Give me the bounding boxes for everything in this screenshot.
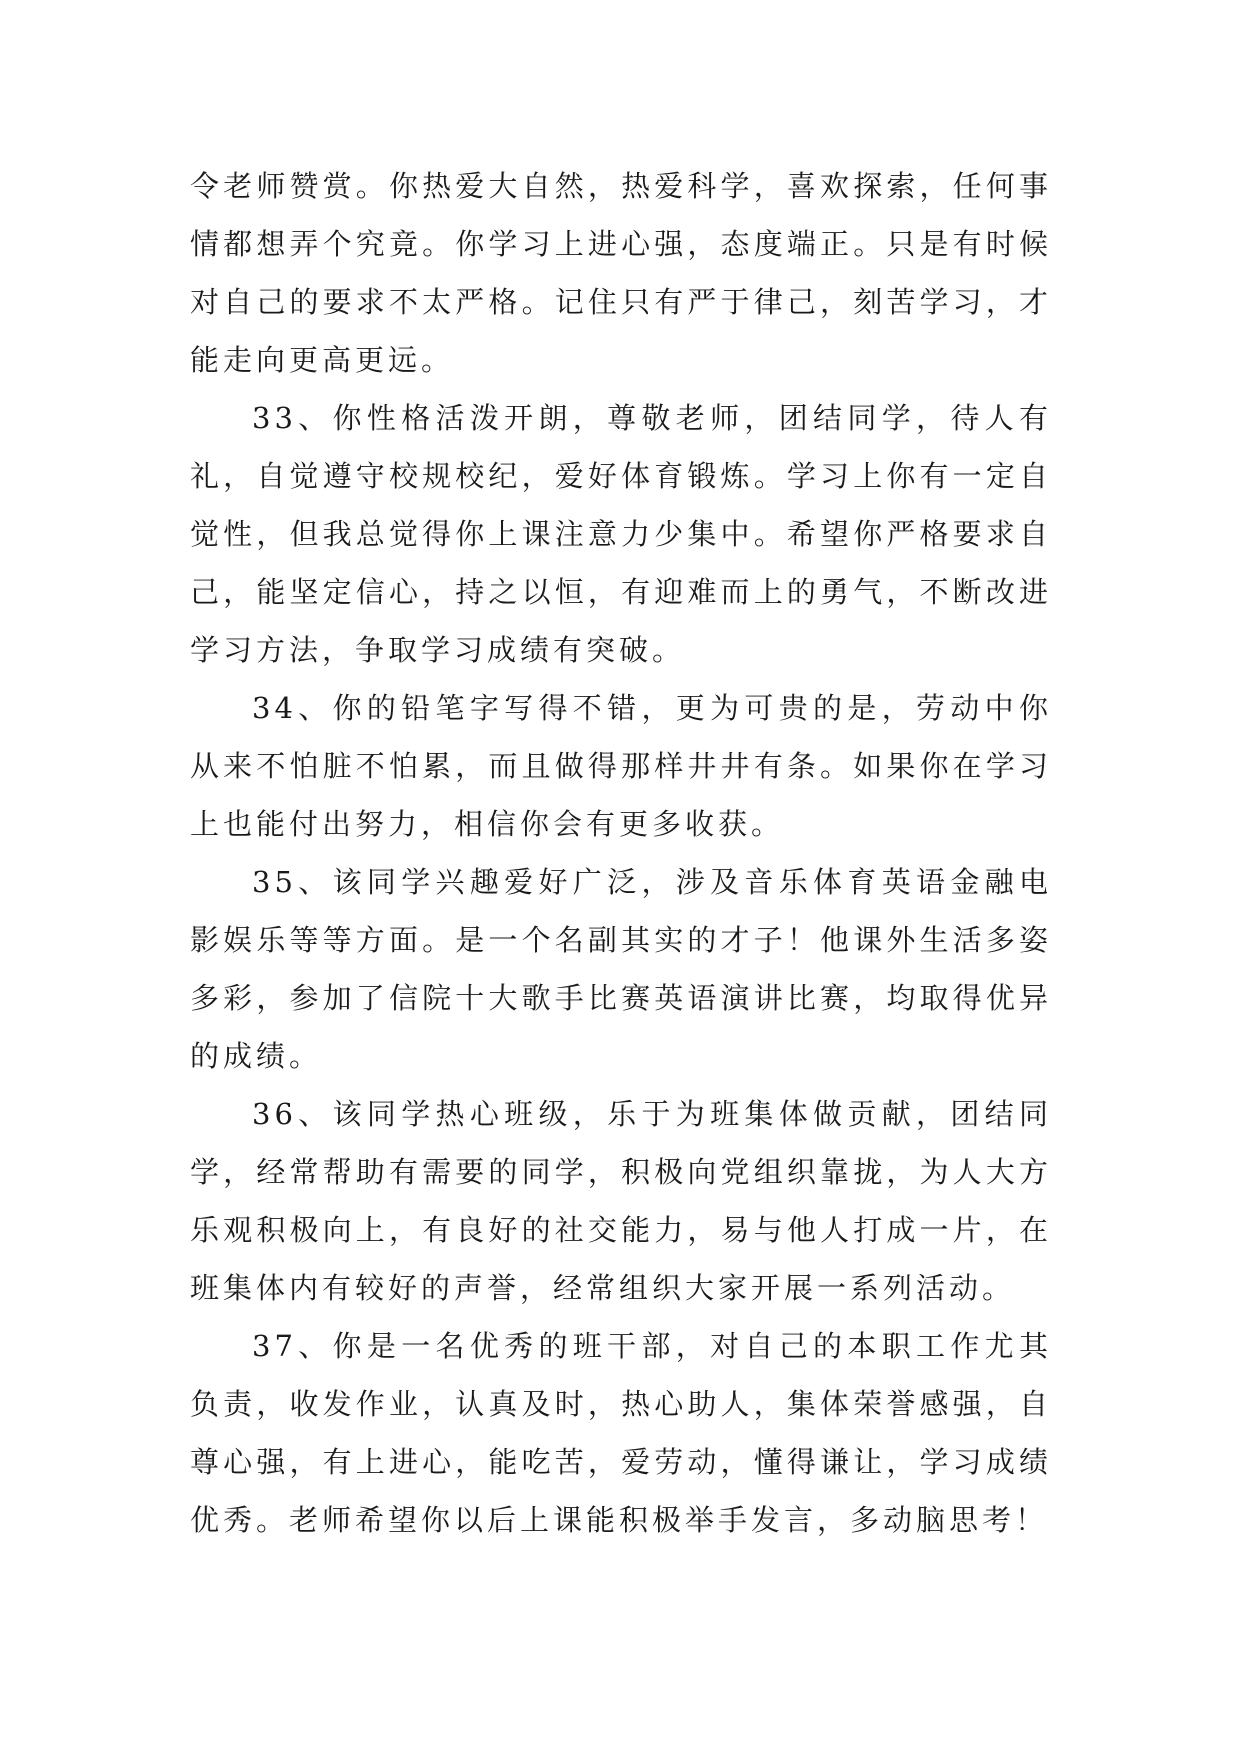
paragraph-continuation: 令老师赞赏。你热爱大自然，热爱科学，喜欢探索，任何事情都想弄个究竟。你学习上进心强，态度端正。只是有时候对自己的要求不太严格。记住只有严于律己，刻苦学习，才能走向更高更远。 bbox=[190, 169, 1052, 377]
paragraph-comment-34: 34、你的铅笔字写得不错，更为可贵的是，劳动中你从来不怕脏不怕累，而且做得那样井井有条。如果你在学习上也能付出努力，相信你会有更多收获。 bbox=[190, 691, 1052, 841]
paragraph-comment-36: 36、该同学热心班级，乐于为班集体做贡献，团结同学，经常帮助有需要的同学，积极向党组织靠拢，为人大方乐观积极向上，有良好的社交能力，易与他人打成一片，在班集体内有较好的声誉，经常组织大家开展一系列活动。 bbox=[190, 1097, 1052, 1305]
paragraph-comment-35: 35、该同学兴趣爱好广泛，涉及音乐体育英语金融电影娱乐等等方面。是一个名副其实的才子！他课外生活多姿多彩，参加了信院十大歌手比赛英语演讲比赛，均取得优异的成绩。 bbox=[190, 865, 1052, 1073]
paragraph-comment-37: 37、你是一名优秀的班干部，对自己的本职工作尤其负责，收发作业，认真及时，热心助人，集体荣誉感强，自尊心强，有上进心，能吃苦，爱劳动，懂得谦让，学习成绩优秀。老师希望你以后上课能积极举手发言，多动脑思考！ bbox=[190, 1329, 1052, 1537]
document-body bbox=[190, 157, 1052, 1549]
paragraph-comment-33: 33、你性格活泼开朗，尊敬老师，团结同学，待人有礼，自觉遵守校规校纪，爱好体育锻炼。学习上你有一定自觉性，但我总觉得你上课注意力少集中。希望你严格要求自己，能坚定信心，持之以恒，有迎难而上的勇气，不断改进学习方法，争取学习成绩有突破。 bbox=[190, 401, 1052, 667]
